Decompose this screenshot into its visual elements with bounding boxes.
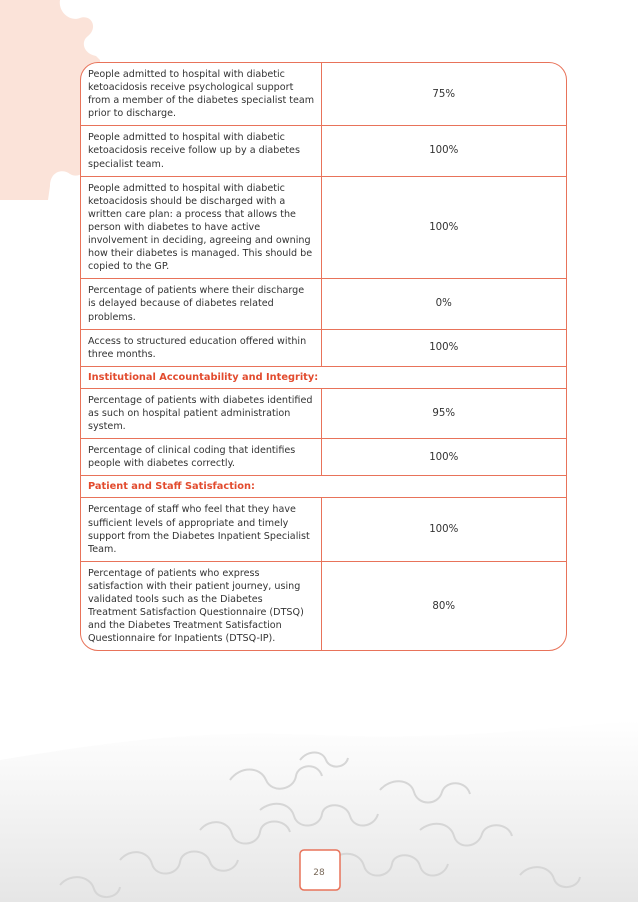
indicator-description: Percentage of patients where their discharge is delayed because of diabetes related problems.: [81, 279, 321, 329]
section-heading-row: [81, 366, 566, 388]
table-row: [81, 498, 566, 561]
indicator-description: Percentage of staff who feel that they have sufficient levels of appropriate and timely support from the Diabetes Inpatient Specialist Team.: [81, 498, 321, 561]
section-heading: Institutional Accountability and Integrity:: [81, 366, 566, 388]
table-row: [81, 561, 566, 650]
indicator-description: Percentage of patients with diabetes identified as such on hospital patient administration system.: [81, 388, 321, 438]
table-row: [81, 176, 566, 279]
indicator-value: 100%: [321, 126, 566, 176]
indicator-description: People admitted to hospital with diabetic ketoacidosis should be discharged with a written care plan: a process that allows the person with diabetes to have active involvement in deciding, agreeing and owning how their diabetes is managed. This should be copied to the GP.: [81, 176, 321, 279]
indicator-value: 80%: [432, 600, 456, 612]
indicator-value: 0%: [321, 279, 566, 329]
table-row: [81, 439, 566, 476]
indicator-description: Percentage of patients who express satisfaction with their patient journey, using validated tools such as the Diabetes Treatment Satisfaction Questionnaire (DTSQ) and the Diabetes Treatment Satisfaction Questionnaire for Inpatients (DTSQ-IP).: [81, 561, 321, 650]
section-heading: Patient and Staff Satisfaction:: [81, 476, 566, 498]
section-heading-row: [81, 476, 566, 498]
indicator-description: People admitted to hospital with diabetic ketoacidosis receive follow up by a diabetes specialist team.: [81, 126, 321, 176]
indicator-value: 100%: [321, 176, 566, 279]
table-row: [81, 126, 566, 176]
indicator-value: 100%: [321, 498, 566, 561]
indicator-value: 75%: [321, 63, 566, 126]
indicator-value: 100%: [321, 439, 566, 476]
indicator-value: 95%: [321, 388, 566, 438]
table-row: [81, 388, 566, 438]
indicator-value: 100%: [321, 329, 566, 366]
table-row: [81, 329, 566, 366]
indicator-table: [80, 62, 567, 651]
table-row: [81, 63, 566, 126]
table-row: [81, 279, 566, 329]
page-number: 28: [313, 868, 325, 878]
indicator-description: Percentage of clinical coding that identifies people with diabetes correctly.: [81, 439, 321, 476]
indicator-table-body: [81, 63, 566, 650]
indicator-description: People admitted to hospital with diabetic ketoacidosis receive psychological support from a member of the diabetes specialist team prior to discharge.: [81, 63, 321, 126]
indicator-description: Access to structured education offered within three months.: [81, 329, 321, 366]
